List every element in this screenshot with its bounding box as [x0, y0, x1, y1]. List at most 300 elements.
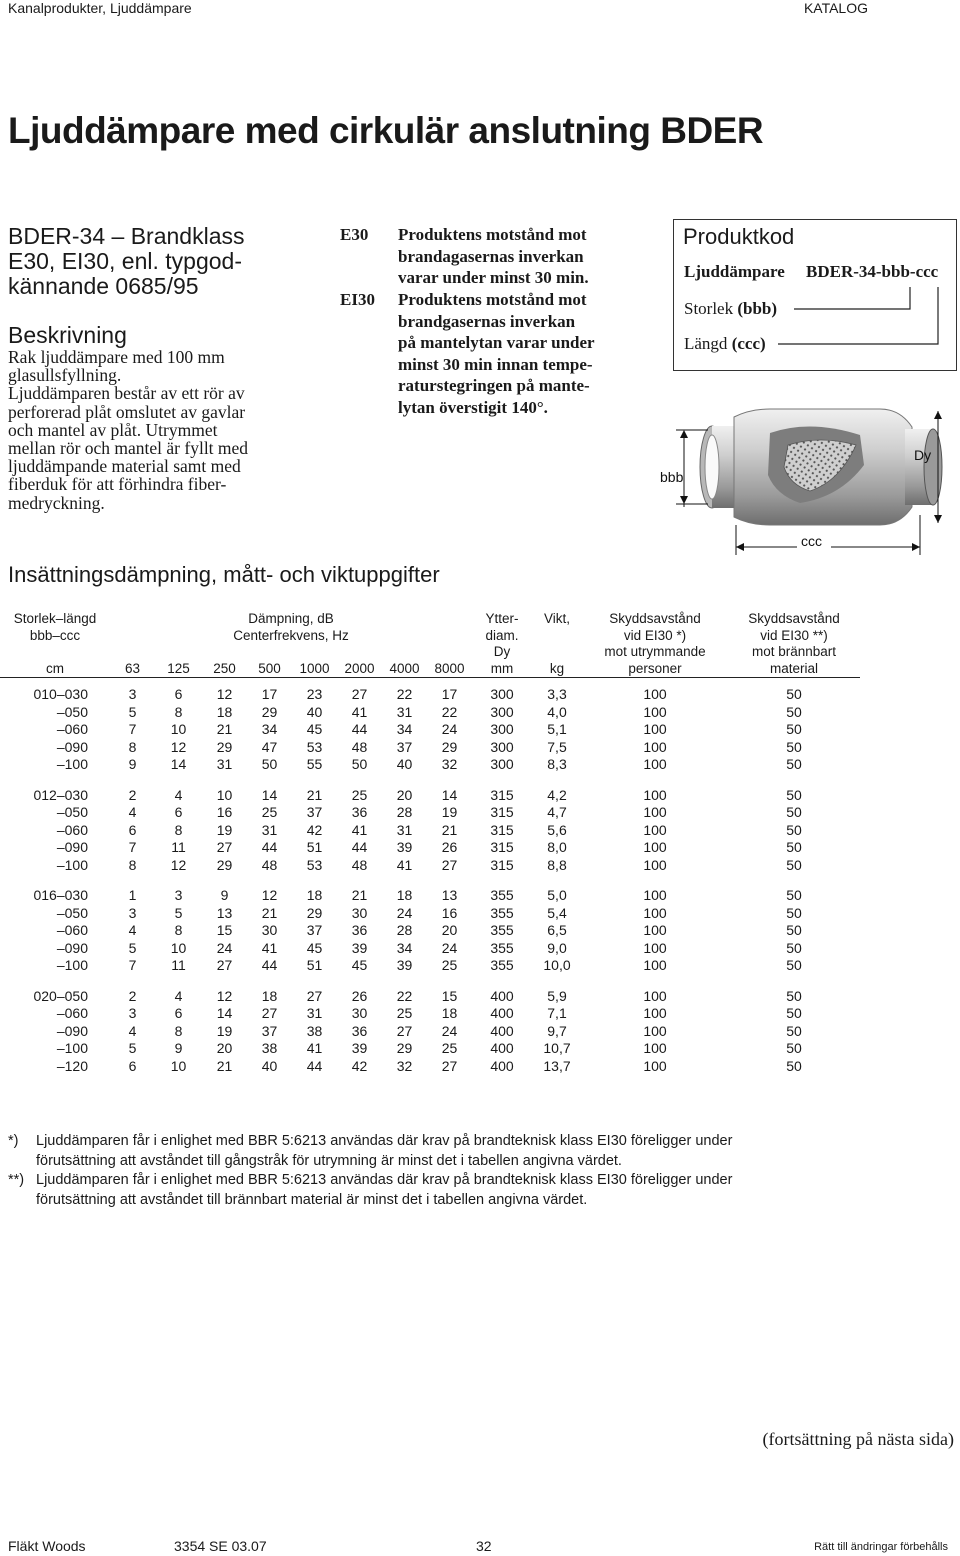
size-length-cell: –120	[56, 1057, 88, 1074]
table-cell: 9	[220, 887, 229, 903]
table-cell: 4	[174, 786, 183, 803]
table-cell: 7	[128, 721, 137, 737]
header-cell: kg	[549, 660, 565, 676]
table-cell: 38	[261, 1040, 278, 1056]
table-cell: 51	[306, 839, 323, 855]
table-cell: 25	[441, 957, 458, 973]
table-cell: 26	[351, 987, 368, 1004]
spacer-cell	[0, 874, 860, 887]
table-cell: 4	[128, 804, 137, 820]
table-cell: 15	[216, 922, 233, 938]
table-cell: 18	[261, 987, 278, 1004]
header-cell: Dy	[493, 644, 511, 659]
spacer-cell	[0, 678, 860, 687]
size-length-cell: –100	[56, 856, 88, 873]
table-cell: 315	[490, 804, 514, 820]
table-cell: 4	[128, 1022, 137, 1039]
table-cell: 8,3	[547, 756, 567, 772]
footer-doc: 3354 SE 03.07	[174, 1538, 267, 1554]
table-cell: 3	[174, 887, 183, 903]
table-cell: 50	[786, 1005, 802, 1021]
table-cell: 29	[441, 738, 458, 755]
table-row	[0, 704, 860, 722]
table-cell: 45	[351, 957, 368, 973]
table-cell: 300	[490, 738, 514, 755]
table-cell: 48	[351, 738, 368, 755]
table-cell: 1	[128, 887, 137, 903]
table-cell: 4,7	[547, 804, 567, 820]
table-cell: 18	[441, 1005, 458, 1021]
header-cell: Skyddsavstånd	[609, 611, 701, 626]
group-spacer	[0, 874, 860, 887]
table-cell: 51	[306, 957, 323, 973]
table-cell: 50	[786, 804, 802, 820]
table-row	[0, 1023, 860, 1041]
table-cell: 29	[396, 1040, 413, 1056]
table-cell: 22	[396, 686, 413, 702]
table-cell: 36	[351, 922, 368, 938]
table-cell: 27	[306, 987, 323, 1004]
product-code: BDER-34-bbb-ccc	[806, 262, 939, 281]
table-cell: 355	[490, 887, 514, 903]
table-cell: 50	[786, 786, 802, 803]
table-cell: 21	[351, 887, 368, 903]
table-cell: 18	[306, 887, 323, 903]
table-cell: 39	[396, 957, 413, 973]
size-length-cell: –090	[56, 839, 88, 855]
table-cell: 400	[490, 1057, 514, 1074]
table-cell: 34	[396, 721, 413, 737]
table-cell: 6	[128, 1057, 137, 1074]
table-cell: 100	[643, 721, 667, 737]
table-cell: 300	[490, 756, 514, 772]
table-cell: 12	[216, 686, 233, 702]
table-cell: 21	[441, 821, 458, 838]
table-row	[0, 739, 860, 757]
table-row	[0, 1040, 860, 1058]
table-cell: 10	[170, 939, 187, 956]
table-cell: 100	[643, 786, 667, 803]
header-cell: mot brännbart	[751, 644, 837, 659]
table-cell: 50	[786, 1022, 802, 1039]
table-row	[0, 721, 860, 739]
table-cell: 25	[441, 1040, 458, 1056]
table-cell: 50	[786, 904, 802, 921]
definition-e30	[0, 224, 640, 294]
header-cell	[0, 644, 110, 661]
table-cell: 28	[396, 804, 413, 820]
table-cell: 12	[170, 856, 187, 873]
table-cell: 24	[216, 939, 233, 956]
table-cell: 100	[643, 922, 667, 938]
size-length-cell: –050	[56, 804, 88, 820]
table-cell: 300	[490, 721, 514, 737]
size-length-cell: –060	[56, 721, 88, 737]
size-length-cell: 010–030	[33, 686, 88, 702]
header-cell: vid EI30 *)	[623, 627, 687, 643]
table-cell: 24	[441, 939, 458, 956]
table-cell: 3	[128, 1005, 137, 1021]
table-cell: 10,7	[543, 1040, 571, 1056]
table-cell: 44	[306, 1057, 323, 1074]
table-cell: 14	[170, 756, 187, 772]
table-cell: 100	[643, 686, 667, 702]
table-cell: 50	[786, 686, 802, 702]
continuation-note: (fortsättning på nästa sida)	[762, 1429, 954, 1449]
table-cell: 8	[174, 703, 183, 720]
table-cell: 41	[306, 1040, 323, 1056]
table-cell: 40	[306, 703, 323, 720]
header-cell	[532, 644, 582, 661]
table-cell: 21	[261, 904, 278, 921]
table-cell: 26	[441, 839, 458, 855]
table-cell: 50	[786, 957, 802, 973]
table-cell: 2	[128, 987, 137, 1004]
table-header	[0, 611, 860, 678]
definition-line: lytan överstigit 140°.	[398, 397, 548, 417]
table-cell: 39	[351, 1040, 368, 1056]
table-cell: 11	[171, 957, 186, 973]
table-cell: 50	[786, 1040, 802, 1056]
section-title: Insättningsdämpning, mått- och viktuppgifter	[8, 562, 440, 587]
table-cell: 34	[261, 721, 278, 737]
table-cell: 8	[128, 856, 137, 873]
freq-cell: 1000	[299, 660, 330, 676]
table-cell: 8,0	[547, 839, 567, 855]
table-cell: 6	[174, 686, 183, 702]
spacer-cell	[0, 975, 860, 988]
freq-cell: 2000	[344, 660, 375, 676]
footer-page: 32	[476, 1538, 492, 1554]
definition-line: brandagasernas inverkan	[398, 246, 584, 266]
table-cell: 30	[261, 922, 278, 938]
table-cell: 5	[128, 703, 137, 720]
size-length-cell: –060	[56, 821, 88, 838]
product-code-box	[673, 219, 957, 371]
size-length-cell: –100	[56, 1040, 88, 1056]
table-cell: 20	[441, 922, 458, 938]
table-cell: 100	[643, 738, 667, 755]
table-cell: 5	[128, 939, 137, 956]
table-cell: 45	[306, 721, 323, 737]
table-cell: 44	[261, 839, 278, 855]
table-cell: 4	[174, 987, 183, 1004]
length-label-text: Längd	[684, 334, 728, 353]
group-spacer	[0, 774, 860, 787]
table-cell: 41	[351, 703, 368, 720]
table-cell: 50	[351, 756, 368, 772]
table-cell: 44	[351, 721, 368, 737]
header-cell: diam.	[485, 627, 519, 643]
table-cell: 31	[261, 821, 278, 838]
table-cell: 27	[396, 1022, 413, 1039]
table-row	[0, 1058, 860, 1076]
definition-code: EI30	[340, 290, 375, 309]
table-cell: 31	[216, 756, 233, 772]
definition-text	[398, 289, 633, 418]
table-cell: 100	[643, 804, 667, 820]
table-cell: 315	[490, 839, 514, 855]
table-cell: 5	[128, 1040, 137, 1056]
table-cell: 100	[643, 904, 667, 921]
table-cell: 300	[490, 686, 514, 702]
table-cell: 50	[786, 939, 802, 956]
header-right: KATALOG	[803, 0, 868, 16]
table-cell: 300	[490, 703, 514, 720]
table-cell: 36	[351, 1022, 368, 1039]
table-cell: 40	[261, 1057, 278, 1074]
table-cell: 28	[396, 922, 413, 938]
header-cell: Dämpning, dB	[248, 611, 334, 626]
table-cell: 31	[396, 703, 413, 720]
footer-brand: Fläkt Woods	[8, 1538, 86, 1554]
table-row	[0, 857, 860, 875]
definition-line: varar under minst 30 min.	[398, 268, 589, 287]
table-cell: 21	[216, 1057, 233, 1074]
footnote-line: förutsättning att avståndet till gångstråk för utrymning är minst det i tabellen angivna värdet.	[36, 1152, 622, 1169]
header-cell: Skyddsavstånd	[748, 611, 840, 626]
table-cell: 355	[490, 904, 514, 921]
table-cell: 5,0	[547, 887, 567, 903]
table-cell: 20	[396, 786, 413, 803]
table-cell: 44	[261, 957, 278, 973]
table-cell: 12	[170, 738, 187, 755]
description-line: ljuddämpande material samt med	[8, 456, 241, 477]
table-cell: 50	[786, 703, 802, 720]
definition-line: Produktens motstånd mot	[398, 290, 587, 309]
table-body	[0, 678, 860, 1076]
table-cell: 16	[441, 904, 458, 921]
size-length-cell: 016–030	[33, 887, 88, 903]
size-length-cell: –090	[56, 738, 88, 755]
definition-line: minst 30 min innan tempe-	[398, 354, 593, 374]
table-cell: 30	[351, 1005, 368, 1021]
table-cell: 13,7	[543, 1057, 571, 1074]
table-cell: 11	[171, 839, 186, 855]
table-cell: 5,1	[547, 721, 567, 737]
table-row	[0, 822, 860, 840]
table-row	[0, 905, 860, 923]
table-cell: 29	[261, 703, 278, 720]
table-row	[0, 1005, 860, 1023]
table-cell: 20	[216, 1040, 233, 1056]
header-cell: bbb–ccc	[29, 627, 81, 643]
table-cell: 27	[441, 1057, 458, 1074]
table-cell: 8	[174, 821, 183, 838]
table-cell: 14	[261, 786, 278, 803]
table-row	[0, 940, 860, 958]
table-cell: 13	[441, 887, 458, 903]
spacer-cell	[0, 774, 860, 787]
table-cell: 355	[490, 957, 514, 973]
table-cell: 100	[643, 756, 667, 772]
definition-line: på mantelytan varar under	[398, 333, 595, 352]
table-cell: 25	[261, 804, 278, 820]
footnote-mark: **)	[8, 1172, 25, 1188]
table-cell: 10	[170, 1057, 187, 1074]
header-cell	[110, 644, 472, 661]
table-cell: 9,7	[547, 1022, 567, 1039]
table-cell: 25	[351, 786, 368, 803]
table-cell: 100	[643, 856, 667, 873]
description-line: Rak ljuddämpare med 100 mm	[8, 347, 225, 367]
description-line: mellan rör och mantel är fyllt med	[8, 438, 249, 459]
table-cell: 3	[128, 904, 137, 921]
table-cell: 50	[261, 756, 278, 772]
footnote-line: Ljuddämparen får i enlighet med BBR 5:6213 användas där krav på brandteknisk klass EI30 föreligger under	[36, 1172, 733, 1188]
table-cell: 5,6	[547, 821, 567, 838]
freq-cell: 250	[213, 660, 236, 676]
table-cell: 31	[306, 1005, 323, 1021]
table-cell: 50	[786, 839, 802, 855]
product-code-heading: Produktkod	[683, 224, 795, 249]
table-cell: 4,0	[547, 703, 567, 720]
size-length-cell: –100	[56, 957, 88, 973]
definition-line: raturstegringen på mante-	[398, 376, 590, 395]
table-cell: 315	[490, 856, 514, 873]
size-length-cell: 020–050	[33, 987, 88, 1004]
description-line: perforerad plåt omslutet av gavlar	[8, 401, 246, 422]
header-left: Kanalprodukter, Ljuddämpare	[8, 0, 192, 16]
table-cell: 50	[786, 856, 802, 873]
table-cell: 7	[128, 957, 137, 973]
table-cell: 50	[786, 1057, 802, 1074]
table-cell: 42	[351, 1057, 368, 1074]
table-cell: 6	[174, 1005, 183, 1021]
table-cell: 100	[643, 887, 667, 903]
table-cell: 50	[786, 987, 802, 1004]
table-cell: 48	[261, 856, 278, 873]
table-cell: 400	[490, 1005, 514, 1021]
definition-code: E30	[340, 225, 369, 244]
silencer-body	[700, 409, 942, 525]
freq-cell: 63	[124, 660, 141, 676]
header-cell: cm	[46, 660, 64, 676]
table-cell: 8,8	[547, 856, 567, 873]
header-cell: material	[769, 660, 818, 676]
table-cell: 38	[306, 1022, 323, 1039]
size-length-cell: –050	[56, 904, 88, 921]
table-cell: 21	[306, 786, 323, 803]
table-cell: 12	[216, 987, 233, 1004]
table-cell: 100	[643, 957, 667, 973]
table-cell: 32	[396, 1057, 413, 1074]
table-cell: 100	[643, 939, 667, 956]
table-cell: 19	[216, 1022, 233, 1039]
size-length-cell: –050	[56, 703, 88, 720]
page-title: Ljuddämpare med cirkulär anslutning BDER	[8, 110, 764, 151]
table-cell: 40	[396, 756, 413, 772]
table-cell: 12	[261, 887, 278, 903]
table-cell: 37	[396, 738, 413, 755]
table-cell: 53	[306, 738, 323, 755]
table-cell: 2	[128, 786, 137, 803]
size-length-cell: –100	[56, 756, 88, 772]
table-cell: 15	[441, 987, 458, 1004]
table-cell: 17	[261, 686, 278, 702]
description-line: Ljuddämparen består av ett rör av	[8, 383, 245, 404]
table-cell: 27	[351, 686, 368, 702]
table-cell: 6,5	[547, 922, 567, 938]
table-cell: 18	[216, 703, 233, 720]
table-row	[0, 839, 860, 857]
table-row	[0, 957, 860, 975]
table-cell: 100	[643, 987, 667, 1004]
table-cell: 24	[396, 904, 413, 921]
description-heading: Beskrivning	[8, 322, 127, 348]
size-length-cell: –090	[56, 939, 88, 956]
table-cell: 4	[128, 922, 137, 938]
intro-line: BDER-34 – Brandklass	[8, 223, 245, 249]
table-cell: 5,4	[547, 904, 567, 921]
table-row	[0, 787, 860, 805]
table-cell: 315	[490, 786, 514, 803]
table-cell: 100	[643, 839, 667, 855]
table-cell: 9	[174, 1040, 183, 1056]
definition-line: brandgasernas inverkan	[398, 311, 576, 331]
table-cell: 3,3	[547, 686, 567, 702]
footnote	[8, 1171, 732, 1210]
ccc-label: ccc	[801, 533, 822, 549]
table-row	[0, 887, 860, 905]
table-cell: 315	[490, 821, 514, 838]
table-cell: 27	[216, 839, 233, 855]
header-cell: mot utrymmande	[604, 644, 706, 659]
table-cell: 55	[306, 756, 323, 772]
size-length-cell: 012–030	[33, 786, 88, 803]
table-cell: 6	[174, 804, 183, 820]
table-cell: 23	[306, 686, 323, 702]
table-cell: 100	[643, 703, 667, 720]
description-line: medryckning.	[8, 492, 105, 513]
table-cell: 7,5	[547, 738, 567, 755]
footnote-line: Ljuddämparen får i enlighet med BBR 5:6213 användas där krav på brandteknisk klass EI30 föreligger under	[36, 1133, 733, 1149]
table-cell: 50	[786, 738, 802, 755]
table-cell: 25	[396, 1005, 413, 1021]
table-cell: 24	[441, 721, 458, 737]
header-cell: Storlek–längd	[13, 611, 97, 626]
footnotes	[8, 1132, 732, 1210]
table-cell: 50	[786, 721, 802, 737]
table-cell: 14	[216, 1005, 233, 1021]
table-cell: 22	[441, 703, 458, 720]
table-cell: 29	[216, 738, 233, 755]
table-cell: 36	[351, 804, 368, 820]
table-row	[0, 756, 860, 774]
table-cell: 37	[306, 804, 323, 820]
table-cell: 24	[441, 1022, 458, 1039]
table-cell: 44	[351, 839, 368, 855]
description-line: och mantel av plåt. Utrymmet	[8, 419, 218, 440]
header-cell	[532, 628, 582, 645]
table-cell: 41	[351, 821, 368, 838]
table-row	[0, 804, 860, 822]
table-cell: 17	[441, 686, 458, 702]
table-cell: 19	[216, 821, 233, 838]
table-cell: 47	[261, 738, 278, 755]
table-cell: 50	[786, 821, 802, 838]
freq-cell: 500	[258, 660, 281, 676]
table-row	[0, 686, 860, 704]
table-row	[0, 922, 860, 940]
freq-cell: 125	[167, 660, 190, 676]
silencer-diagram	[650, 405, 960, 560]
group-spacer	[0, 975, 860, 988]
table-cell: 27	[441, 856, 458, 873]
table-cell: 13	[216, 904, 233, 921]
table-cell: 10	[170, 721, 187, 737]
table-cell: 30	[351, 904, 368, 921]
